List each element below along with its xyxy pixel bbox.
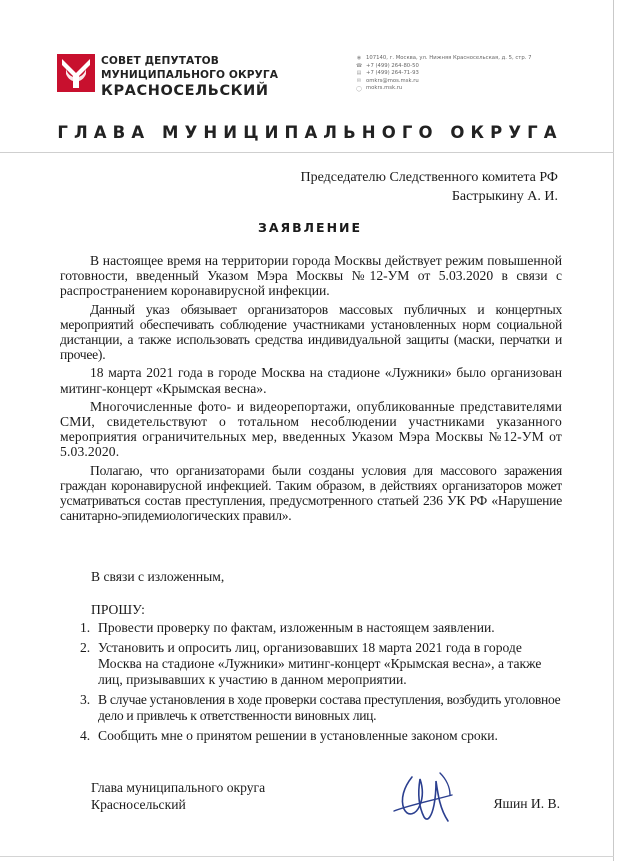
list-item [80,728,562,744]
signatory-position-line-2: Красносельский [91,797,186,812]
request-label: ПРОШУ: [91,602,145,617]
handwritten-signature [390,765,470,835]
page-edge-bottom [0,856,614,857]
list-item [80,692,562,724]
contact-web-text: mokrs.msk.ru [366,85,403,92]
contact-email-text: omkrs@mos.msk.ru [366,77,419,84]
list-item-number: 3. [80,692,91,707]
contact-phone-text: +7 (499) 264-80-50 [366,62,419,69]
paragraph-1: В настоящее время на территории города Москвы действует режим повышенной готовности, введенный Указом Мэра Москвы №12-УМ от 5.03.2020 в связи с распространением коронавирусной инфекции. [60,253,562,299]
paragraph-2: Данный указ обязывает организаторов массовых публичных и концертных мероприятий обеспечивать соблюдение участниками установленных норм социальной дистанции, а также использовать средства индивидуальной защиты (маски, перчатки и прочее). [60,301,562,363]
paragraph-5: Полагаю, что организаторами были созданы условия для массового заражения граждан коронавирусной инфекцией. Таким образом, в действиях организаторов может усматриваться состав преступления, предусмотренного статьей 236 УК РФ «Нарушение санитарно-эпидемиологических правил». [60,462,562,524]
web-icon: ◯ [356,85,362,92]
consideration-line: В связи с изложенным, [91,569,225,584]
fax-icon: ▤ [356,70,362,77]
addressee-block [301,168,558,206]
contact-address-text: 107140, г. Москва, ул. Нижняя Красносельская, д. 5, стр. 7 [366,55,532,61]
coat-of-arms-logo [57,54,95,92]
phone-icon: ☎ [356,62,363,69]
document-title: ЗАЯВЛЕНИЕ [257,220,363,235]
contact-phone [356,63,531,71]
position-title: ГЛАВА МУНИЦИПАЛЬНОГО ОКРУГА [57,123,563,142]
contact-email [356,78,531,86]
addressee-line-1: Председателю Следственного комитета РФ [300,170,558,185]
contact-fax-text: +7 (499) 264-71-93 [366,70,419,77]
list-item [80,640,562,688]
signatory-position-line-1: Глава муниципального округа [91,780,266,795]
list-item-text: Установить и опросить лиц, организовавших 18 марта 2021 года в городе Москва на стадионе «Лужники» митинг-концерт «Крымская весна», а также лиц, призывавших к участию в данном мероприятии. [98,640,542,687]
header-divider [0,152,614,153]
location-icon: ◉ [356,55,362,62]
statement-body [60,253,562,526]
org-name-line-2: МУНИЦИПАЛЬНОГО ОКРУГА [101,69,279,81]
org-name-line-1: СОВЕТ ДЕПУТАТОВ [101,55,219,67]
contact-block [356,55,531,93]
email-icon: ✉ [356,78,362,85]
list-item-number: 4. [80,728,91,743]
list-item-text: Сообщить мне о принятом решении в установленные законом сроки. [98,728,498,743]
paragraph-4: Многочисленные фото- и видеорепортажи, опубликованные представителями СМИ, свидетельствуют о тотальном несоблюдении участниками указанного мероприятия ограничительных мер, введенных Указом Мэра Москвы №12-УМ от 5.03.2020. [60,398,562,460]
org-name-line-3: КРАСНОСЕЛЬСКИЙ [101,83,269,99]
list-item-text: Провести проверку по фактам, изложенным в настоящем заявлении. [98,620,495,635]
list-item-number: 1. [80,620,91,635]
request-list [80,620,562,748]
list-item-text: В случае установления в ходе проверки состава преступления, возбудить уголовное дело и привлечь к ответственности виновных лиц. [98,692,561,723]
contact-fax [356,70,531,78]
organization-name [101,54,278,101]
signatory-position [91,779,265,813]
signatory-name: Яшин И. В. [493,796,560,811]
addressee-line-2: Бастрыкину А. И. [451,189,558,204]
list-item-number: 2. [80,640,91,655]
list-item [80,620,562,636]
paragraph-3: 18 марта 2021 года в городе Москва на стадионе «Лужники» было организован митинг-концерт «Крымская весна». [60,365,562,396]
contact-address [356,55,531,63]
contact-web [356,85,531,93]
